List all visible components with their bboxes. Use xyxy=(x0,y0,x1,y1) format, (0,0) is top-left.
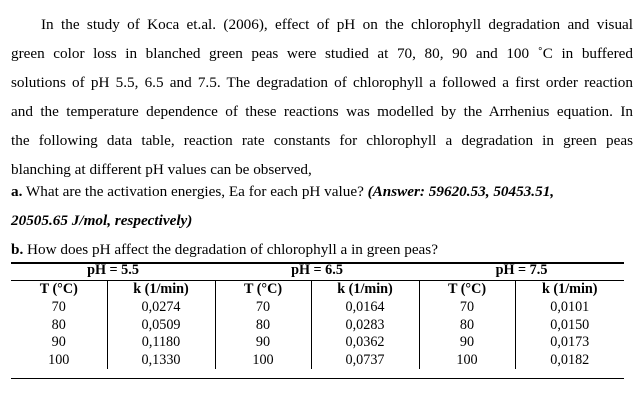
table-cell: 80 xyxy=(419,317,515,335)
column-header-temperature: T (°C) xyxy=(215,281,311,300)
question-a-answer-continued xyxy=(11,206,192,235)
table-cell: 0,0509 xyxy=(107,317,215,335)
paragraph-line: solutions of pH 5.5, 6.5 and 7.5. The degradation of chlorophyll a followed a first order reaction xyxy=(11,74,633,91)
table-cell: 0,0283 xyxy=(311,317,419,335)
column-header-temperature: T (°C) xyxy=(11,281,107,300)
question-b-text: How does pH affect the degradation of chlorophyll a in green peas? xyxy=(23,241,438,258)
question-a-answer-part2: 20505.65 J/mol, respectively) xyxy=(11,212,193,229)
table-row xyxy=(11,334,624,352)
table-cell: 0,0164 xyxy=(311,299,419,317)
table-cell: 90 xyxy=(419,334,515,352)
table-row xyxy=(11,317,624,335)
table-cell: 80 xyxy=(215,317,311,335)
table-row xyxy=(11,299,624,317)
question-a-answer-part1: (Answer: 59620.53, 50453.51, xyxy=(367,183,555,200)
table-cell: 70 xyxy=(419,299,515,317)
question-a-label: a. xyxy=(11,183,23,200)
table-cell: 0,0182 xyxy=(550,351,590,368)
rate-constant-table xyxy=(11,262,624,369)
question-a xyxy=(11,177,554,206)
table-cell: 100 xyxy=(215,352,311,370)
paragraph-line: blanching at different pH values can be observed, xyxy=(11,161,312,178)
table-cell: 90 xyxy=(11,334,107,352)
question-a-text: What are the activation energies, Ea for each pH value? xyxy=(22,183,368,200)
group-header-ph-7-5: pH = 7.5 xyxy=(419,262,624,281)
table-cell: 0,0737 xyxy=(311,352,419,370)
table-cell: 0,0150 xyxy=(550,316,590,333)
table-cell: 0,0274 xyxy=(107,299,215,317)
table-cell: 0,0173 xyxy=(550,334,590,350)
table-cell: 0,0101 xyxy=(550,299,590,315)
column-header-rate: k (1/min) xyxy=(107,281,215,300)
intro-paragraph xyxy=(11,10,633,184)
table-cell: 80 xyxy=(11,317,107,335)
table-cell: 70 xyxy=(215,299,311,317)
table-row xyxy=(11,352,624,370)
column-header-temperature: T (°C) xyxy=(419,281,515,300)
paragraph-line: green color loss in blanched green peas were studied at 70, 80, 90 and 100 ˚C in buffered xyxy=(11,45,633,62)
table-bottom-rule xyxy=(11,378,624,379)
question-b-label: b. xyxy=(11,241,24,258)
table-cell: 100 xyxy=(11,352,107,370)
column-header-rate: k (1/min) xyxy=(541,281,598,298)
table-cell: 0,1180 xyxy=(107,334,215,352)
table-cell: 0,0362 xyxy=(311,334,419,352)
paragraph-line: and the temperature dependence of these reactions was modelled by the Arrhenius equation. In xyxy=(11,103,633,120)
paragraph-line: In the study of Koca et.al. (2006), effect of pH on the chlorophyll degradation and visual xyxy=(41,16,633,33)
table-cell: 0,1330 xyxy=(107,352,215,370)
table-cell: 90 xyxy=(215,334,311,352)
group-header-ph-6-5: pH = 6.5 xyxy=(215,262,419,281)
column-header-rate: k (1/min) xyxy=(311,281,419,300)
group-header-ph-5-5: pH = 5.5 xyxy=(11,262,215,281)
question-b xyxy=(11,235,438,264)
table-cell: 70 xyxy=(11,299,107,317)
paragraph-line: the following data table, reaction rate constants for chlorophyll a degradation in green peas xyxy=(11,132,633,149)
table-cell: 100 xyxy=(419,352,515,370)
